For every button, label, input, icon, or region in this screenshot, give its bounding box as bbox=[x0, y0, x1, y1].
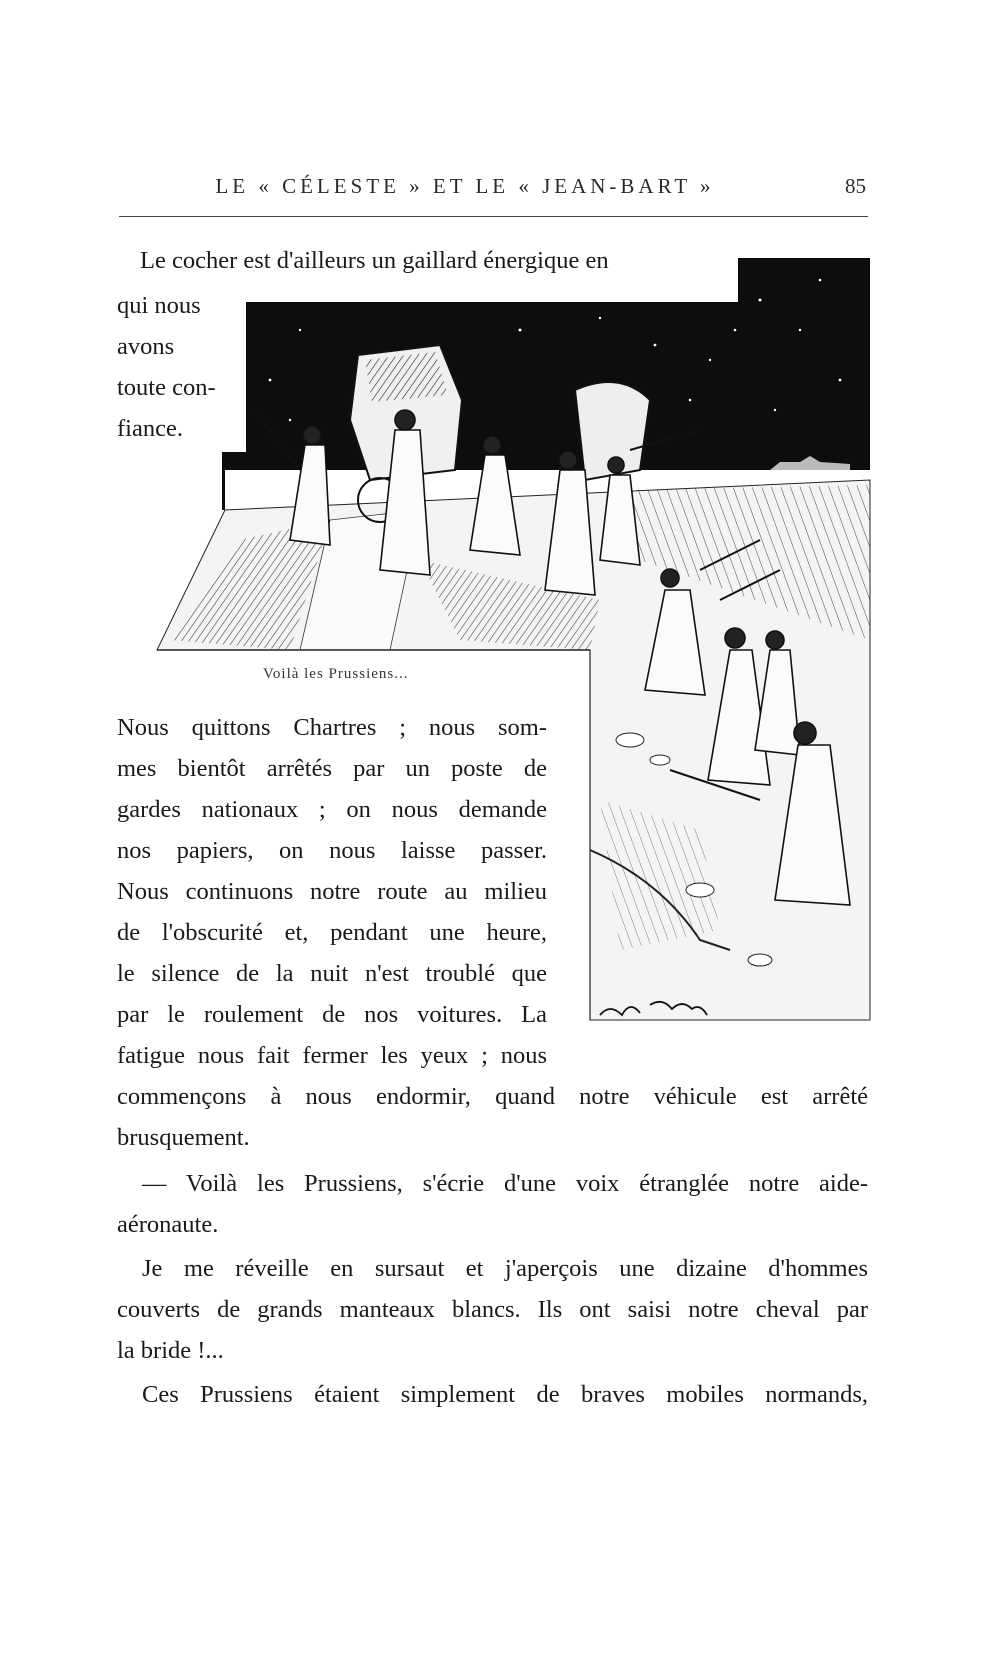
text-line: toute con- bbox=[117, 374, 216, 401]
text-line: le silence de la nuit n'est troublé que bbox=[117, 960, 547, 987]
text-line: fatigue nous fait fermer les yeux ; nous bbox=[117, 1042, 547, 1069]
text-line: Le cocher est d'ailleurs un gaillard énergique en bbox=[140, 247, 609, 274]
text-line: aéronaute. bbox=[117, 1211, 219, 1238]
text-line: avons bbox=[117, 333, 175, 360]
text-line: brusquement. bbox=[117, 1124, 250, 1151]
text-line: gardes nationaux ; on nous demande bbox=[117, 796, 547, 823]
text-line: commençons à nous endormir, quand notre véhicule est arrêté bbox=[117, 1083, 868, 1110]
text-line: Nous continuons notre route au milieu bbox=[117, 878, 547, 905]
text-line: nos papiers, on nous laisse passer. bbox=[117, 837, 547, 864]
text-line: couverts de grands manteaux blancs. Ils ont saisi notre cheval par bbox=[117, 1296, 868, 1323]
text-line: la bride !... bbox=[117, 1337, 224, 1364]
figure-caption: Voilà les Prussiens... bbox=[263, 666, 409, 682]
text-line: qui nous bbox=[117, 292, 201, 319]
text-line: mes bientôt arrêtés par un poste de bbox=[117, 755, 547, 782]
running-header-title: LE « CÉLESTE » ET LE « JEAN-BART » bbox=[215, 174, 715, 198]
text-line: Ces Prussiens étaient simplement de braves mobiles normands, bbox=[142, 1381, 868, 1408]
text-line: Nous quittons Chartres ; nous som- bbox=[117, 714, 547, 741]
text-line: — Voilà les Prussiens, s'écrie d'une voix étranglée notre aide- bbox=[142, 1170, 868, 1197]
text-line: de l'obscurité et, pendant une heure, bbox=[117, 919, 547, 946]
text-line: Je me réveille en sursaut et j'aperçois une dizaine d'hommes bbox=[142, 1255, 868, 1282]
text-line: par le roulement de nos voitures. La bbox=[117, 1001, 547, 1028]
page-number: 85 bbox=[845, 174, 866, 198]
text-line: fiance. bbox=[117, 415, 183, 442]
